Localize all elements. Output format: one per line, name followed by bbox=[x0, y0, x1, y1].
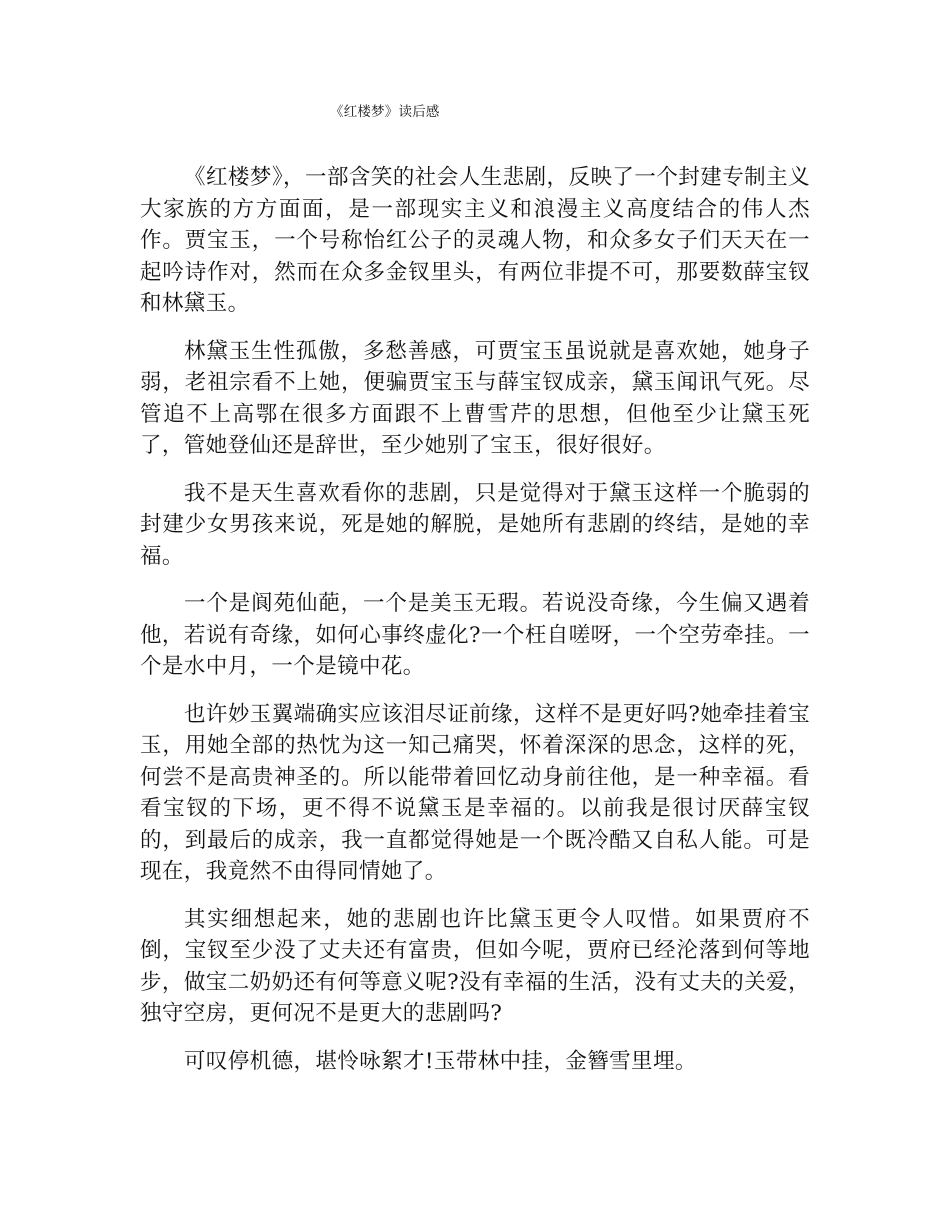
paragraph-5: 也许妙玉翼端确实应该泪尽证前缘，这样不是更好吗?她牵挂着宝玉，用她全部的热忱为这一知己痛哭，怀着深深的思念，这样的死，何尝不是高贵神圣的。所以能带着回忆动身前往他，是一种幸福。看看宝钗的下场，更不得不说黛玉是幸福的。以前我是很讨厌薛宝钗的，到最后的成亲，我一直都觉得她是一个既冷酷又自私人能。可是现在，我竟然不由得同情她了。 bbox=[140, 701, 810, 884]
paragraph-4: 一个是阆苑仙葩，一个是美玉无瑕。若说没奇缘，今生偏又遇着他，若说有奇缘，如何心事终虚化?一个枉自嗟呀，一个空劳牵挂。一个是水中月，一个是镜中花。 bbox=[140, 591, 810, 679]
paragraph-6: 其实细想起来，她的悲剧也许比黛玉更令人叹惜。如果贾府不倒，宝钗至少没了丈夫还有富贵，但如今呢，贾府已经沦落到何等地步，做宝二奶奶还有何等意义呢?没有幸福的生活，没有丈夫的关爱，独守空房，更何况不是更大的悲剧吗? bbox=[140, 906, 810, 1026]
document-body bbox=[140, 162, 810, 1077]
paragraph-3: 我不是天生喜欢看你的悲剧，只是觉得对于黛玉这样一个脆弱的封建少女男孩来说，死是她的解脱，是她所有悲剧的终结，是她的幸福。 bbox=[140, 480, 810, 569]
paragraph-1: 《红楼梦》，一部含笑的社会人生悲剧，反映了一个封建专制主义大家族的方方面面，是一部现实主义和浪漫主义高度结合的伟人杰作。贾宝玉，一个号称怡红公子的灵魂人物，和众多女子们天天在一起吟诗作对，然而在众多金钗里头，有两位非提不可，那要数薛宝钗和林黛玉。 bbox=[140, 165, 810, 316]
paragraph-2: 林黛玉生性孤傲，多愁善感，可贾宝玉虽说就是喜欢她，她身子弱，老祖宗看不上她，便骗贾宝玉与薛宝钗成亲，黛玉闻讯气死。尽管追不上高鄂在很多方面跟不上曹雪芹的思想，但他至少让黛玉死了，管她登仙还是辞世，至少她别了宝玉，很好很好。 bbox=[140, 338, 810, 458]
paragraph-7: 可叹停机德，堪怜咏絮才!玉带林中挂，金簪雪里埋。 bbox=[184, 1048, 697, 1074]
document-title: 《红楼梦》读后感 bbox=[330, 104, 440, 120]
